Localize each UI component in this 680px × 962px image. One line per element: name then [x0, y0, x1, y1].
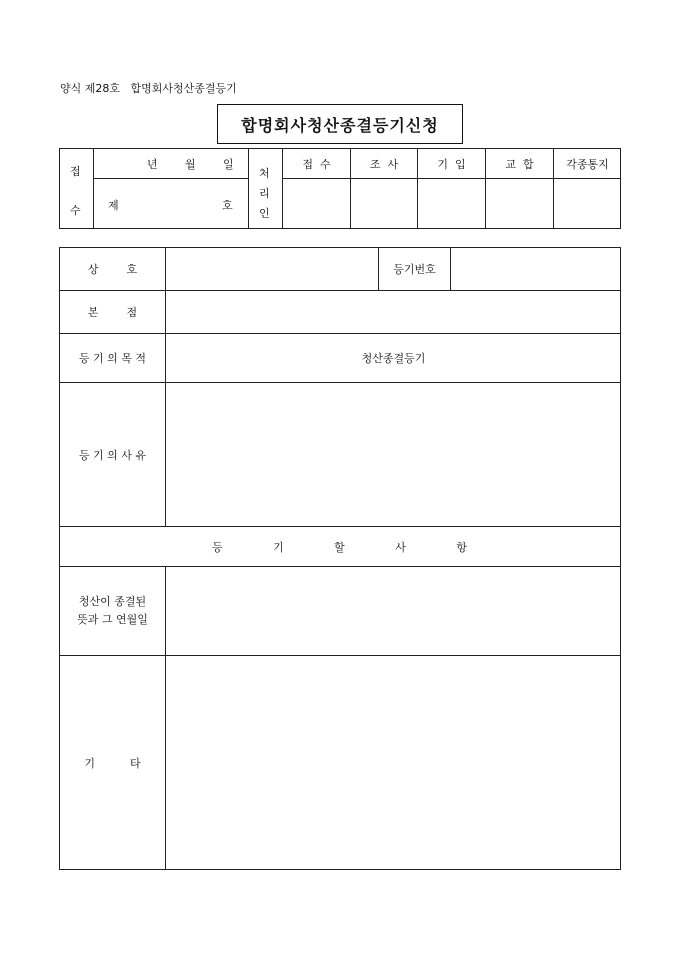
items-header-char: 할: [334, 540, 345, 554]
processor-label-char: 인: [259, 207, 270, 220]
form-label: 양식 제28호 합명회사청산종결등기: [60, 82, 237, 95]
processor-label-char: 리: [259, 187, 270, 200]
liquidation-label-line: 뜻과 그 연월일: [77, 613, 148, 626]
processor-label-char: 처: [259, 167, 270, 180]
column-header-notices: 각종통지: [566, 157, 609, 171]
date-day-label: 일: [223, 158, 234, 171]
purpose-value: 청산종결등기: [361, 352, 426, 365]
page-title: 합명회사청산종결등기신청: [217, 104, 463, 144]
column-header-receipt: 접 수: [302, 157, 331, 171]
other-field[interactable]: [166, 656, 621, 870]
registration-number-label: 등기번호: [393, 263, 436, 276]
column-header-entry: 기 입: [437, 157, 466, 171]
registration-number-field[interactable]: [451, 248, 621, 290]
column-header-check: 교 합: [505, 157, 534, 171]
items-header-char: 기: [273, 540, 284, 554]
receipt-label-char: 수: [70, 204, 81, 217]
items-header-char: 사: [395, 540, 406, 554]
reason-field[interactable]: [166, 383, 621, 526]
liquidation-label: [60, 567, 165, 655]
column-header-review: 조 사: [369, 157, 399, 171]
head-office-field[interactable]: [166, 291, 621, 333]
company-name-label: 상 호: [87, 263, 138, 276]
number-suffix: 호: [222, 199, 233, 212]
items-header-char: 항: [456, 540, 467, 554]
liquidation-label-line: 청산이 종결된: [78, 595, 147, 608]
company-name-field[interactable]: [166, 248, 378, 290]
head-office-label: 본 점: [87, 306, 138, 319]
date-month-label: 월: [185, 158, 196, 171]
date-year-label: 년: [147, 158, 158, 171]
number-prefix: 제: [108, 199, 119, 212]
items-header: [212, 527, 467, 566]
receipt-label-char: 접: [70, 165, 81, 178]
other-label: 기 타: [84, 757, 141, 770]
purpose-label: 등 기 의 목 적: [78, 352, 147, 365]
items-header-char: 등: [212, 540, 223, 554]
liquidation-field[interactable]: [166, 567, 621, 655]
reason-label: 등 기 의 사 유: [78, 448, 147, 462]
